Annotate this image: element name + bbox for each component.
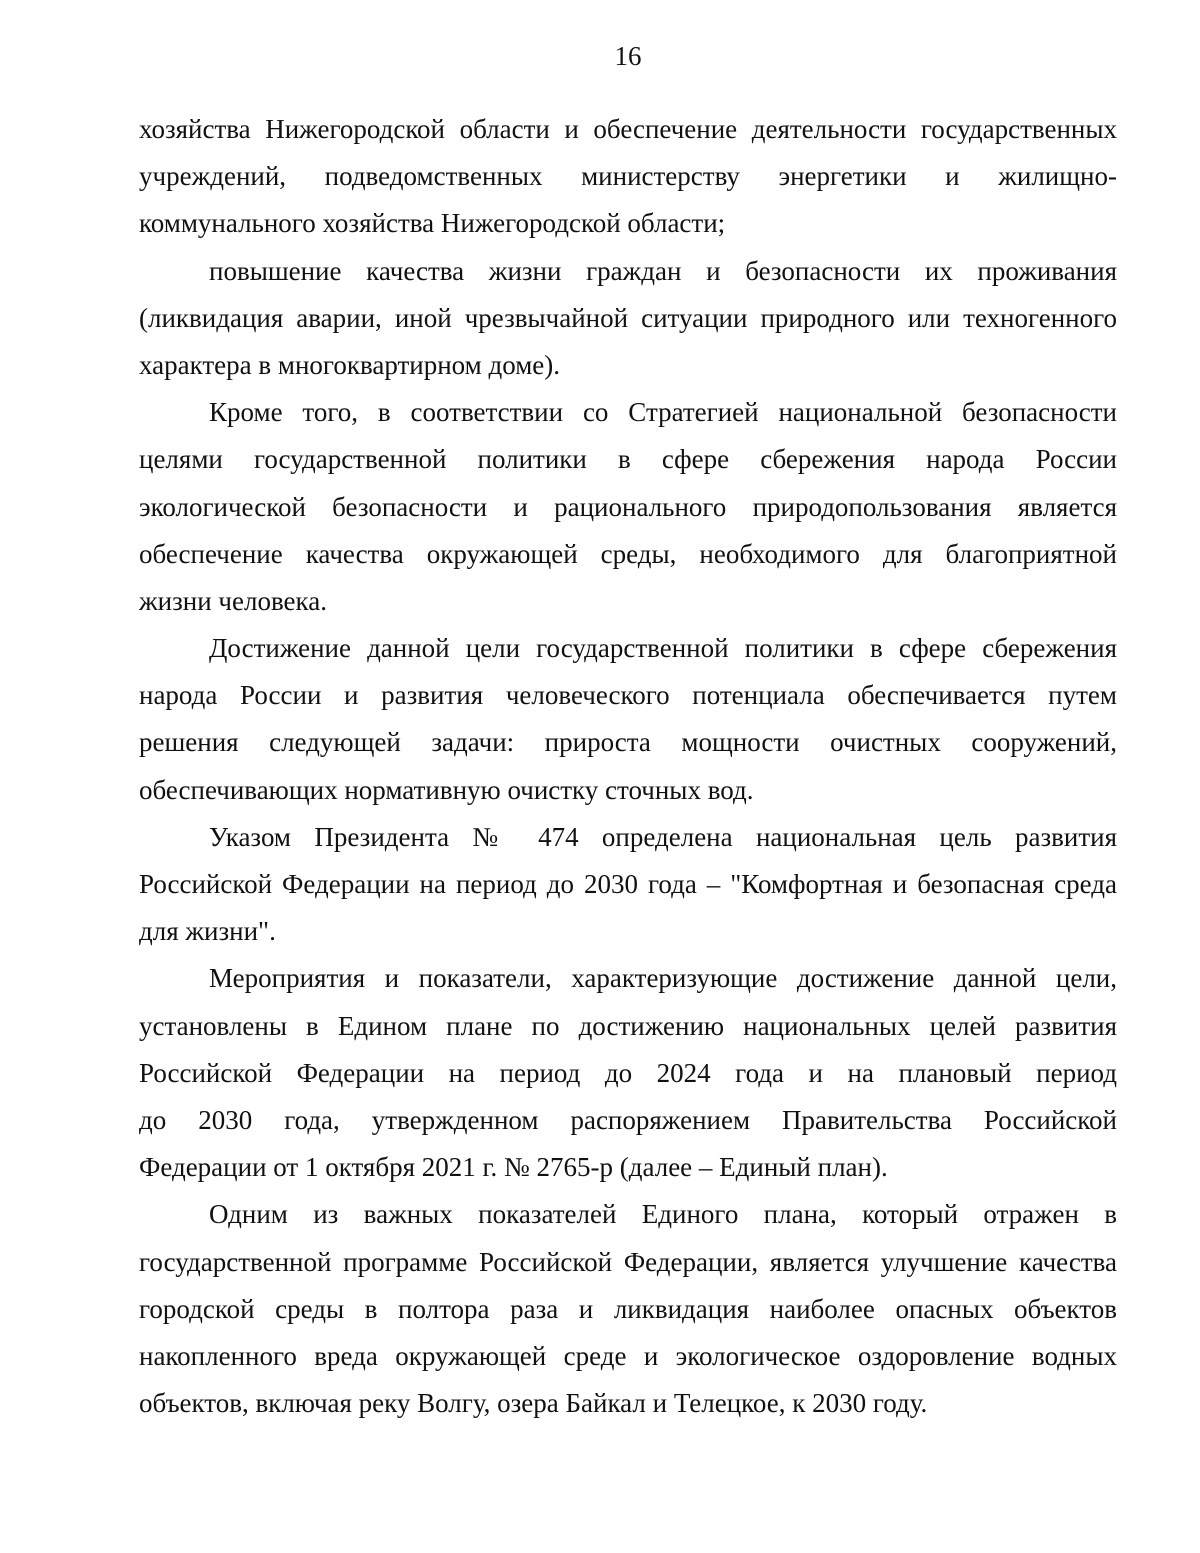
text-line: характера в многоквартирном доме).: [139, 349, 561, 380]
text-line: учреждений, подведомственных министерству энергетики и жилищно-: [139, 161, 1117, 192]
text-line: Одним из важных показателей Единого плана, который отражен в: [209, 1199, 1117, 1230]
page-number: 16: [614, 41, 642, 71]
text-line: народа России и развития человеческого потенциала обеспечивается путем: [139, 680, 1117, 711]
text-line: обеспечение качества окружающей среды, необходимого для благоприятной: [139, 538, 1117, 569]
text-line: жизни человека.: [139, 585, 327, 616]
text-line: повышение качества жизни граждан и безопасности их проживания: [209, 255, 1117, 286]
text-line: Достижение данной цели государственной политики в сфере сбережения: [209, 633, 1117, 664]
text-line: (ликвидация аварии, иной чрезвычайной ситуации природного или техногенного: [139, 302, 1117, 333]
text-line: хозяйства Нижегородской области и обеспечение деятельности государственных: [139, 114, 1117, 144]
text-line: объектов, включая реку Волгу, озера Байкал и Телецкое, к 2030 году.: [139, 1388, 928, 1419]
text-line: Кроме того, в соответствии со Стратегией национальной безопасности: [209, 397, 1117, 428]
text-line: накопленного вреда окружающей среде и экологическое оздоровление водных: [139, 1340, 1117, 1371]
text-line: Указом Президента № 474 определена национальная цель развития: [209, 821, 1117, 852]
text-line: целями государственной политики в сфере сбережения народа России: [139, 444, 1117, 475]
text-line: коммунального хозяйства Нижегородской области;: [139, 208, 726, 239]
text-line: Российской Федерации на период до 2024 года и на плановый период: [139, 1057, 1117, 1088]
text-line: Российской Федерации на период до 2030 года – "Комфортная и безопасная среда: [139, 869, 1117, 899]
text-line: до 2030 года, утвержденном распоряжением Правительства Российской: [139, 1104, 1117, 1135]
text-line: для жизни".: [139, 916, 276, 947]
text-line: государственной программе Российской Федерации, является улучшение качества: [139, 1246, 1117, 1277]
text-line: решения следующей задачи: прироста мощности очистных сооружений,: [139, 727, 1117, 758]
text-line: установлены в Едином плане по достижению национальных целей развития: [139, 1010, 1117, 1041]
text-line: Мероприятия и показатели, характеризующие достижение данной цели,: [209, 963, 1117, 994]
text-line: экологической безопасности и рационального природопользования является: [139, 491, 1117, 522]
text-line: Федерации от 1 октября 2021 г. № 2765-р (далее – Единый план).: [139, 1152, 888, 1183]
text-line: городской среды в полтора раза и ликвидация наиболее опасных объектов: [139, 1293, 1117, 1324]
document-body: [139, 106, 1117, 1427]
text-line: обеспечивающих нормативную очистку сточных вод.: [139, 774, 754, 805]
